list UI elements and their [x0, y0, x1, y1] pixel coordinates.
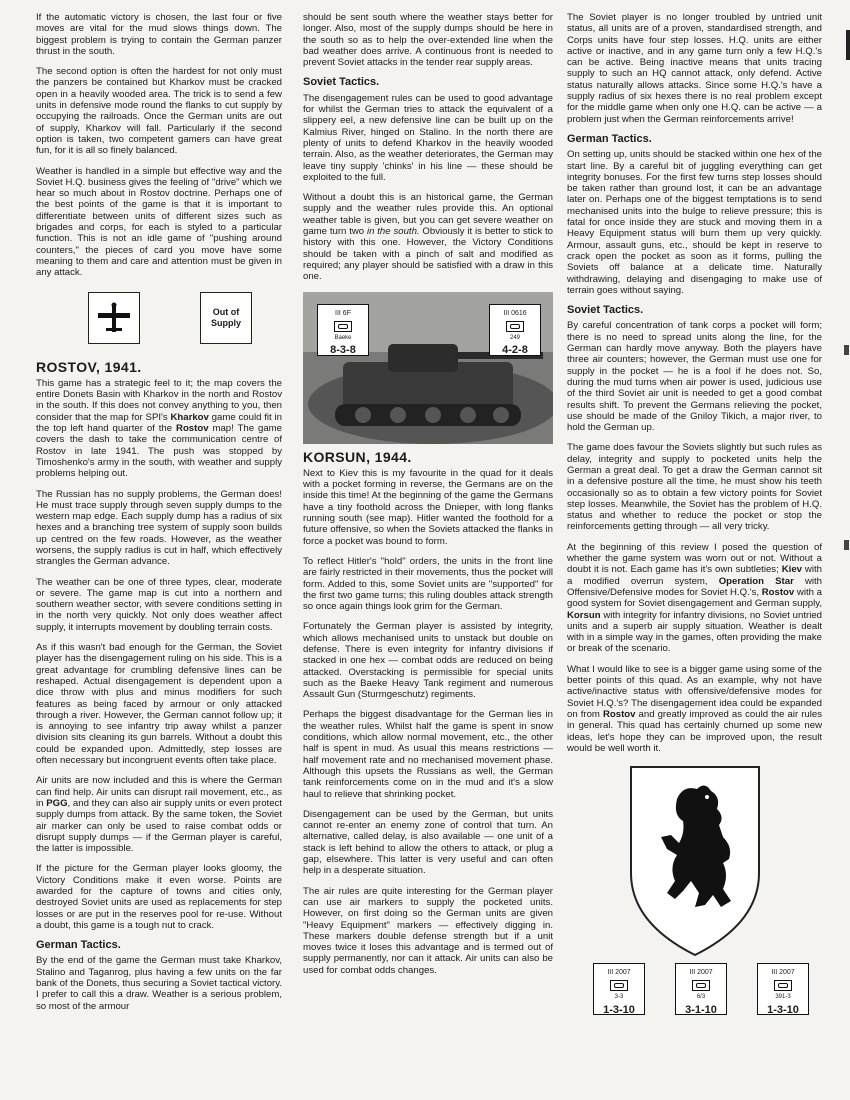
armor-symbol-icon	[774, 980, 792, 991]
paragraph: The weather can be one of three types, clear, moderate or severe. The game map is cut into a northern and southern weather sector, with severe conditions setting in in the north very quickly. Not only does weather affect supply, it interrupts movement by doubling terrain costs.	[36, 576, 282, 633]
photo-counter-right: III 0616 249 4-2-8	[489, 304, 541, 356]
paragraph: The second option is often the hardest for not only must the panzers be contained but Kharkov must be cracked open in a heavily wooded area. The trick is to send a few units in defensive mode round the flanks to cut supply by occupying the railroads. Once the German units are out of supply, Kharkov will fall. Particularly if the second option is taken, two competent gamers can have great fun, for it is all so finely balanced.	[36, 66, 282, 157]
air-unit-counter	[88, 292, 140, 344]
paragraph: Perhaps the biggest disadvantage for the German lies in the weather rules. Whilst half the game is spent in snow conditions, which allow normal movement, etc., the other half is spent in mud. As usual this means restrictions — half movement rate and no mechanised movement phase. Although this upsets the Russians as well, the German tank reinforcements come on in the mud and it's a slow haul to relieve that shrinking pocket.	[303, 709, 553, 800]
bear-shield-illustration	[567, 763, 822, 961]
out-of-supply-counter: Out of Supply	[200, 292, 252, 344]
column-left	[36, 12, 282, 1021]
paragraph: should be sent south where the weather stays better for longer. Also, most of the supply dumps should be here in the south so as to help the over-extended line when the bad weather does arrive. A continuous front is needed to prevent Soviet attacks in the tender rear supply areas.	[303, 12, 553, 69]
paragraph: Next to Kiev this is my favourite in the quad for it deals with a pocket forming in reverse, the Germans are on the inside this time! At the beginning of the game the Germans have a tiny foothold across the Dnieper, with long flanks running south (see map). Hitler wanted the foothold for a future offensive, so when the Soviets attacked the flanks in force a pocket was bound to form.	[303, 467, 553, 547]
unit-counter: III 2007 3-3 1-3-10	[593, 963, 645, 1015]
subheading-german-tactics: German Tactics.	[36, 939, 121, 952]
armor-symbol-icon	[506, 321, 524, 332]
column-right	[567, 12, 822, 1019]
paragraph: If the picture for the German player looks gloomy, the Victory Conditions make it even worse. Points are awarded for the capture of towns and cities only, destroyed Soviet units are used as replacements for step losses or are put in the reserves pool for re-use. Without a doubt, this game is a tough nut to crack.	[36, 863, 282, 931]
armor-symbol-icon	[334, 321, 352, 332]
paragraph: This game has a strategic feel to it; the map covers the entire Donets Basin with Kharkov in the north and Rostov in the south. If this does not convey anything to you, then consider that the map for SPI's Kharkov game could fit in the top left hand quarter of the Rostov map! The game covers the dash to take the communication centre of Rostov in late 1941. The push was stopped by Timoshenko's army in the south, with weather and supply problems helping out.	[36, 377, 282, 480]
paragraph: The game does favour the Soviets slightly but such rules as delay, integrity and supply to pocketed units help the German a great deal. To get a draw the German cannot sit in a defensive posture all the time, he must show his teeth occasionally so as to obtain a few victory points for Soviet step losses. Meanwhile, the Soviet has the problem of H.Q. status and whether to reduce the pocket or stop the reinforcements getting through — all very tricky.	[567, 442, 822, 533]
unit-counter: III 2007 6/3 3-1-10	[675, 963, 727, 1015]
paragraph: The disengagement rules can be used to good advantage for whilst the German tries to attack the equivalent of a slippery eel, a new defensive line can be built up on the Kalmius River, hinged on Stalino. In the north there are plenty of units to defend Kharkov in the heavily wooded terrain. Also, as the weather deteriorates, the German may leave tiny supply 'chinks' in his line — these should be exploited to the full.	[303, 92, 553, 183]
paragraph: By the end of the game the German must take Kharkov, Stalino and Taganrog, plus having a few units on the far bank of the Donets, thus securing a Soviet tactical victory. I prefer to call this a draw. Weather is a serious problem, so most of the armour	[36, 955, 282, 1012]
photo-counter-left: III 6F Baeke 8-3-8	[317, 304, 369, 356]
page-edge-marks	[836, 0, 850, 1100]
paragraph: By careful concentration of tank corps a pocket will form; there is no need to spread units along the line, for the German can hardly move anyway. Both the players have three air counters; however, the German must use one for supply in the pocket — he is a fool if he does not. So, during the mud turns when air power is used, judicious use of the third Soviet air unit is needed to get a good combat results shift. To prevent the Germans relieving the pocket, use should be made of the Gniloy Tikich, a major river, to hold the German up.	[567, 320, 822, 434]
paragraph: Disengagement can be used by the German, but units cannot re-enter an enemy zone of control that turn. An alternative, called delay, is also available — one unit of a stack is left behind to allow the others to attack, or plug a gap, elsewhere. This latter is very useful and can often help in a desperate situation.	[303, 808, 553, 877]
section-heading-korsun: KORSUN, 1944.	[303, 448, 412, 465]
paragraph: At the beginning of this review I posed the question of whether the game system was worn out or not. Without a doubt it is not. Each game has it's own subtleties; Kiev with a modified overrun system, Operation Star with Offensive/Defensive modes for Soviet H.Q.'s, Rostov with a good system for Soviet disengagement and German supply, Korsun with integrity for infantry divisions, no Soviet untried units and a superb air supply situation. Weather is dealt with in a simple way in the games, often providing the make or break of the scenario.	[567, 541, 823, 655]
column-middle	[303, 12, 553, 985]
bear-crest-icon	[625, 763, 765, 959]
paragraph: Without a doubt this is an historical game, the German supply and the weather rules provide this. An optional weather table is given, but you can get severe weather on game turn two in the south. Obviously it is better to stick to history with this one. However, the Victory Conditions should be taken with a pinch of salt and modified as required; any player should be satisfied with a draw in this one.	[303, 192, 553, 283]
paragraph: What I would like to see is a bigger game using some of the better points of this quad. As an example, why not have active/inactive status with offensive/defensive modes for Soviet H.Q.'s? The disengagement idea could be expanded on from Rostov and greatly improved as could the air rules in general. This quad has certainly churned up some new ideas, let's hope they can be improved upon, the result would be well worth it.	[567, 663, 822, 754]
counter-illustrations	[36, 288, 282, 350]
paragraph: To reflect Hitler's "hold" orders, the units in the front line are fairly restricted in their movements, thus the pocket will form. Added to this, some Soviet units are "supported" for the first two game turns; this ruling doubles attack strength so once again things look grim for the German.	[303, 555, 553, 613]
paragraph: Air units are now included and this is where the German can find help. Air units can disrupt rail movement, etc., as in PGG, and they can also air supply units or even protect supply dumps from attack. By the same token, the Soviet air marker can only be used to raise combat odds or disrupt supply dumps — if the German player is careful, the latter is impossible.	[36, 775, 282, 855]
subheading-soviet-tactics: Soviet Tactics.	[303, 76, 380, 89]
subheading-soviet-tactics: Soviet Tactics.	[567, 304, 644, 317]
counter-illustrations	[567, 961, 822, 1019]
tank-photo	[303, 292, 553, 444]
airplane-icon	[89, 293, 139, 343]
paragraph: The Russian has no supply problems, the German does! He must trace supply through seven supply dumps to the western map edge. Each supply dump has a radius of six hexes and a branching tree system of supply soon builds up centred on the few roads. However, as the weather worsens, the supply radius is cut in half, which effectively strangles the German advance.	[36, 488, 282, 568]
section-heading-rostov: ROSTOV, 1941.	[36, 358, 142, 375]
paragraph: The air rules are quite interesting for the German player can use air markers to supply the pocketed units. However, on first doing so the German units are given "Heavy Equipment" markers — effectively digging in. These markers double defense strength but if a unit moves twice it loses this advantage and is termed out of supply permanently, nor can it attack. Air units can also be used for combat odds changes.	[303, 885, 553, 976]
paragraph: The Soviet player is no longer troubled by untried unit status, all units are of a proven, standardised strength, and Corps units have four step losses. H.Q. units are either active or inactive, and in any game turn only a few H.Q.'s can be active. Being inactive means that units tracing supply to such an HQ cannot attack, only defend. Active status naturally allows attacks. Since some H.Q.'s have a supply radius of six hexes there is no real problem except for the middle game when only one H.Q. can be active — a problem just when the German reinforcements arrive!	[567, 12, 822, 125]
armor-symbol-icon	[610, 980, 628, 991]
paragraph: Fortunately the German player is assisted by integrity, which allows mechanised units to unstack but double on defense. There is even integrity for infantry divisions if stacked in one hex — combat odds are reduced on being attacked. Overstacking is permissible for special units such as the Baeke Heavy Tank regiment and numerous Assault Gun (Sturmgeschutz) regiments.	[303, 621, 553, 701]
unit-counter: III 2007 391-3 1-3-10	[757, 963, 809, 1015]
paragraph: As if this wasn't bad enough for the German, the Soviet player has the disengagement ruling on his side. This is a great advantage for crumbling defensive lines can be reshaped. Actual disengagement is dependent upon a dice throw with plus and minus modifiers for such features as being faced by armour or only attacked through a river. However, the German cannot follow up; it is annoying to see infantry trip away whilst a panzer division sits cleaning its gun barrels. Without a doubt this could be expanded upon. Admittedly, step losses are often necessary but incongruent events often take place.	[36, 642, 282, 767]
paragraph: If the automatic victory is chosen, the last four or five moves are vital for the mud slows things down. The biggest problem is trying to contain the German panzer thrust in the south.	[36, 12, 282, 57]
paragraph: Weather is handled in a simple but effective way and the Soviet H.Q. business gives the feeling of "drive" which we hear so much about in Rostov doctrine. Perhaps one of the best points of the game is that it is important to differentiate between units of different sizes such as brigades and corps, for each is styled to a particular function. This is not an idle game of "pushing around counters," the pieces of card you move have some meaning to them and care and attention must be given in any attack.	[36, 165, 282, 279]
armor-symbol-icon	[692, 980, 710, 991]
subheading-german-tactics: German Tactics.	[567, 132, 652, 145]
paragraph: On setting up, units should be stacked within one hex of the start line. By a careful bit of juggling everything can get integrity bonuses. For the first few turns step losses should be taken rather than ground lost, it can be an advantage later on. Perhaps one of the biggest temptations is to send mechanised units into the bulge to relieve pressure; this is fatal for once inside they are stuck and moving them in a Heavy Equipment status will burn them up very quickly. Armour, assault guns, etc., should be kept in reserve to crack open the pocket as soon as it forms, pulling the Soviets off balance at a delicate time. Naturally withdrawing, delaying and disengaging to make use of terrain goes without saying.	[567, 149, 822, 296]
